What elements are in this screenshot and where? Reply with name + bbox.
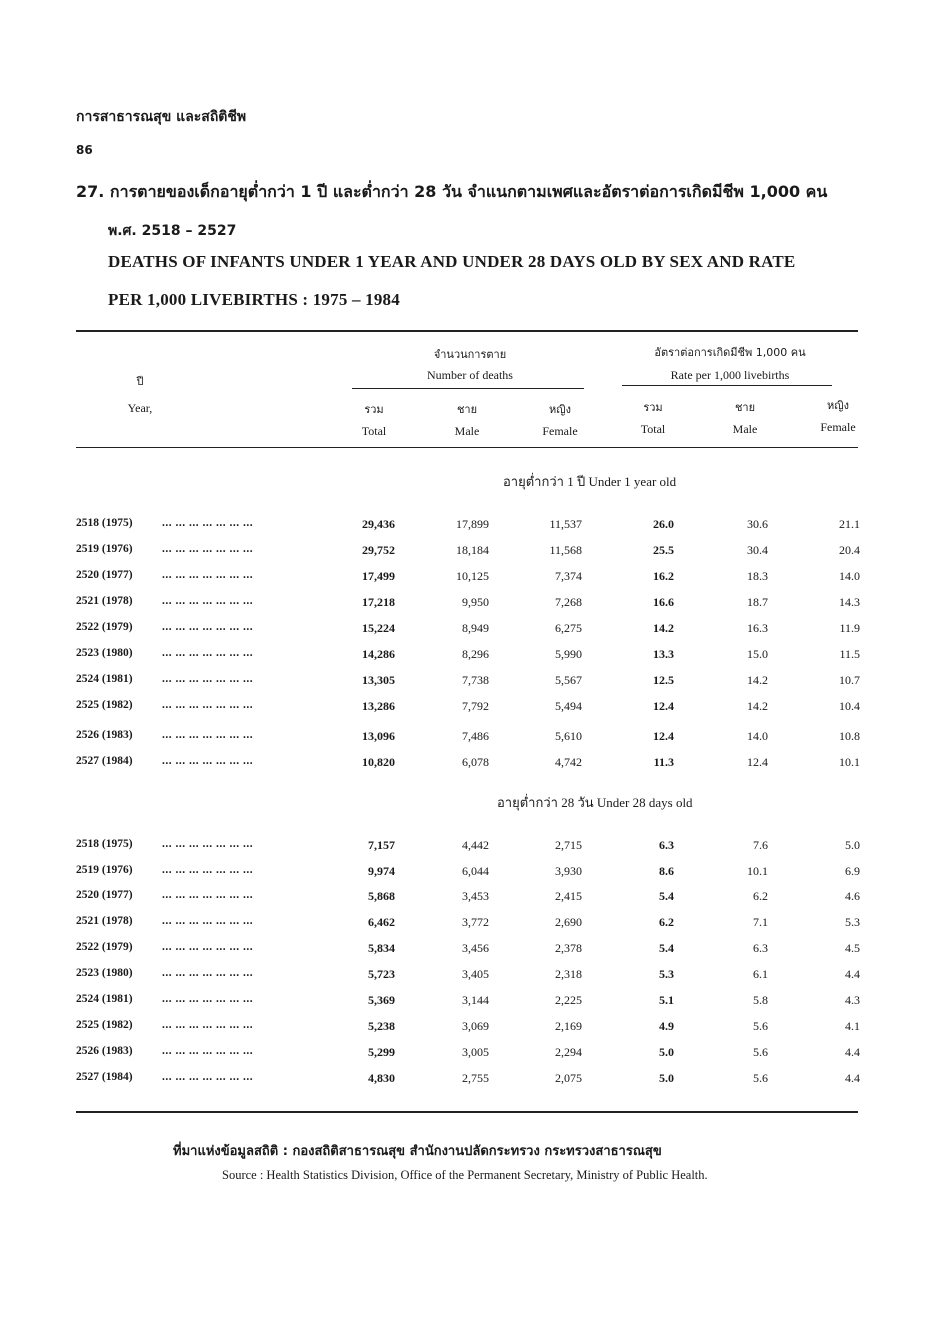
leader-dots: ... ... ... ... ... ... ... — [162, 1045, 254, 1057]
cell-d-total: 5,238 — [368, 1019, 395, 1033]
leader-dots: ... ... ... ... ... ... ... — [162, 729, 254, 741]
cell-r-total: 5.4 — [659, 889, 674, 903]
cell-r-total: 16.6 — [653, 595, 674, 609]
cell-r-male: 7.6 — [753, 838, 768, 852]
cell-d-female: 2,378 — [555, 941, 582, 955]
cell-d-female: 7,268 — [555, 595, 582, 609]
table-row — [0, 941, 941, 963]
table-row — [0, 621, 941, 643]
row-year: 2526 (1983) — [76, 1045, 133, 1057]
cell-d-female: 5,494 — [555, 699, 582, 713]
cell-d-female: 2,225 — [555, 993, 582, 1007]
row-year: 2526 (1983) — [76, 729, 133, 741]
row-year: 2520 (1977) — [76, 569, 133, 581]
cell-r-male: 16.3 — [747, 621, 768, 635]
row-year: 2520 (1977) — [76, 889, 133, 901]
cell-d-female: 2,318 — [555, 967, 582, 981]
row-year: 2524 (1981) — [76, 673, 133, 685]
table-row — [0, 889, 941, 911]
cell-r-male: 15.0 — [747, 647, 768, 661]
cell-r-total: 5.4 — [659, 941, 674, 955]
leader-dots: ... ... ... ... ... ... ... — [162, 569, 254, 581]
cell-r-male: 6.1 — [753, 967, 768, 981]
cell-r-male: 30.4 — [747, 543, 768, 557]
row-year: 2527 (1984) — [76, 755, 133, 767]
table-row — [0, 967, 941, 989]
year-header-en: Year, — [127, 401, 153, 415]
leader-dots: ... ... ... ... ... ... ... — [162, 1019, 254, 1031]
leader-dots: ... ... ... ... ... ... ... — [162, 699, 254, 711]
cell-d-total: 9,974 — [368, 864, 395, 878]
cell-r-female: 14.3 — [839, 595, 860, 609]
cell-r-female: 21.1 — [839, 517, 860, 531]
row-year: 2518 (1975) — [76, 838, 133, 850]
cell-r-total: 26.0 — [653, 517, 674, 531]
cell-d-female: 4,742 — [555, 755, 582, 769]
leader-dots: ... ... ... ... ... ... ... — [162, 967, 254, 979]
table-title-english-2: PER 1,000 LIVEBIRTHS : 1975 – 1984 — [108, 290, 400, 309]
table-row — [0, 993, 941, 1015]
rate-header-en: Rate per 1,000 livebirths — [670, 368, 790, 382]
cell-r-total: 16.2 — [653, 569, 674, 583]
cell-d-female: 6,275 — [555, 621, 582, 635]
cell-r-female: 4.5 — [845, 941, 860, 955]
cell-d-male: 3,069 — [462, 1019, 489, 1033]
cell-d-total: 5,834 — [368, 941, 395, 955]
cell-d-male: 6,078 — [462, 755, 489, 769]
leader-dots: ... ... ... ... ... ... ... — [162, 915, 254, 927]
cell-r-female: 5.0 — [845, 838, 860, 852]
leader-dots: ... ... ... ... ... ... ... — [162, 517, 254, 529]
row-year: 2522 (1979) — [76, 621, 133, 633]
leader-dots: ... ... ... ... ... ... ... — [162, 941, 254, 953]
col-female-en: Female — [542, 424, 578, 438]
cell-d-total: 17,218 — [362, 595, 395, 609]
row-year: 2521 (1978) — [76, 915, 133, 927]
row-year: 2525 (1982) — [76, 1019, 133, 1031]
cell-r-female: 4.1 — [845, 1019, 860, 1033]
table-row — [0, 864, 941, 886]
leader-dots: ... ... ... ... ... ... ... — [162, 647, 254, 659]
col-female-th: หญิง — [549, 403, 571, 416]
cell-d-total: 13,096 — [362, 729, 395, 743]
table-row — [0, 647, 941, 669]
cell-r-male: 14.2 — [747, 673, 768, 687]
table-row — [0, 699, 941, 721]
cell-d-male: 7,738 — [462, 673, 489, 687]
table-row — [0, 838, 941, 860]
cell-d-male: 9,950 — [462, 595, 489, 609]
cell-r-female: 4.4 — [845, 1071, 860, 1085]
running-header: การสาธารณสุข และสถิติชีพ — [76, 109, 247, 125]
cell-r-female: 10.1 — [839, 755, 860, 769]
rate-header-th: อัตราต่อการเกิดมีชีพ 1,000 คน — [654, 346, 806, 359]
row-year: 2523 (1980) — [76, 647, 133, 659]
col-rate-total-th: รวม — [643, 401, 663, 414]
row-year: 2527 (1984) — [76, 1071, 133, 1083]
cell-r-male: 18.7 — [747, 595, 768, 609]
cell-d-female: 5,610 — [555, 729, 582, 743]
cell-d-male: 3,005 — [462, 1045, 489, 1059]
cell-r-total: 5.3 — [659, 967, 674, 981]
cell-d-total: 5,723 — [368, 967, 395, 981]
cell-d-total: 17,499 — [362, 569, 395, 583]
cell-d-female: 3,930 — [555, 864, 582, 878]
cell-d-total: 7,157 — [368, 838, 395, 852]
row-year: 2518 (1975) — [76, 517, 133, 529]
cell-r-female: 4.4 — [845, 967, 860, 981]
cell-d-female: 2,075 — [555, 1071, 582, 1085]
cell-r-total: 4.9 — [659, 1019, 674, 1033]
cell-r-female: 5.3 — [845, 915, 860, 929]
col-rate-female-en: Female — [820, 420, 856, 434]
row-year: 2524 (1981) — [76, 993, 133, 1005]
cell-r-total: 25.5 — [653, 543, 674, 557]
cell-r-male: 7.1 — [753, 915, 768, 929]
cell-r-female: 4.3 — [845, 993, 860, 1007]
deaths-span-rule — [352, 388, 584, 389]
col-rate-total-en: Total — [640, 422, 666, 436]
cell-r-male: 10.1 — [747, 864, 768, 878]
cell-r-female: 10.4 — [839, 699, 860, 713]
cell-r-male: 5.6 — [753, 1071, 768, 1085]
cell-r-female: 20.4 — [839, 543, 860, 557]
cell-r-total: 6.3 — [659, 838, 674, 852]
table-row — [0, 729, 941, 751]
cell-r-female: 4.4 — [845, 1045, 860, 1059]
table-row — [0, 1071, 941, 1093]
table-row — [0, 543, 941, 565]
cell-d-total: 6,462 — [368, 915, 395, 929]
cell-d-total: 5,299 — [368, 1045, 395, 1059]
leader-dots: ... ... ... ... ... ... ... — [162, 755, 254, 767]
table-row — [0, 517, 941, 539]
source-thai: ที่มาแห่งข้อมูลสถิติ : กองสถิติสาธารณสุข สำนักงานปลัดกระทรวง กระทรวงสาธารณสุข — [173, 1144, 662, 1159]
cell-d-female: 5,990 — [555, 647, 582, 661]
row-year: 2525 (1982) — [76, 699, 133, 711]
row-year: 2521 (1978) — [76, 595, 133, 607]
cell-d-male: 3,405 — [462, 967, 489, 981]
cell-r-total: 12.5 — [653, 673, 674, 687]
cell-d-female: 7,374 — [555, 569, 582, 583]
cell-d-female: 5,567 — [555, 673, 582, 687]
cell-d-male: 3,453 — [462, 889, 489, 903]
cell-r-female: 10.8 — [839, 729, 860, 743]
header-bottom-rule — [76, 447, 858, 448]
cell-d-total: 10,820 — [362, 755, 395, 769]
cell-d-male: 8,296 — [462, 647, 489, 661]
cell-r-total: 11.3 — [653, 755, 674, 769]
cell-d-female: 11,568 — [549, 543, 582, 557]
leader-dots: ... ... ... ... ... ... ... — [162, 621, 254, 633]
table-title-thai: 27. การตายของเด็กอายุต่ำกว่า 1 ปี และต่ำกว่า 28 วัน จำแนกตามเพศและอัตราต่อการเกิดมีชีพ 1,000 คน — [76, 182, 828, 201]
deaths-header-en: Number of deaths — [427, 368, 513, 382]
cell-d-total: 5,369 — [368, 993, 395, 1007]
cell-r-total: 13.3 — [653, 647, 674, 661]
section-label-under-1-year: อายุต่ำกว่า 1 ปี Under 1 year old — [503, 474, 677, 489]
col-male-en: Male — [454, 424, 480, 438]
cell-d-total: 4,830 — [368, 1071, 395, 1085]
leader-dots: ... ... ... ... ... ... ... — [162, 889, 254, 901]
row-year: 2522 (1979) — [76, 941, 133, 953]
table-row — [0, 755, 941, 777]
leader-dots: ... ... ... ... ... ... ... — [162, 864, 254, 876]
cell-d-male: 6,044 — [462, 864, 489, 878]
cell-d-male: 17,899 — [456, 517, 489, 531]
year-header-th: ปี — [136, 375, 144, 388]
table-row — [0, 673, 941, 695]
row-year: 2523 (1980) — [76, 967, 133, 979]
cell-d-female: 2,415 — [555, 889, 582, 903]
bottom-rule — [76, 1111, 858, 1113]
table-title-english: DEATHS OF INFANTS UNDER 1 YEAR AND UNDER 28 DAYS OLD BY SEX AND RATE — [108, 252, 796, 271]
leader-dots: ... ... ... ... ... ... ... — [162, 838, 254, 850]
cell-d-total: 29,436 — [362, 517, 395, 531]
table-row — [0, 915, 941, 937]
cell-r-male: 6.2 — [753, 889, 768, 903]
cell-r-male: 14.0 — [747, 729, 768, 743]
cell-d-female: 2,715 — [555, 838, 582, 852]
cell-d-total: 13,286 — [362, 699, 395, 713]
cell-d-male: 7,486 — [462, 729, 489, 743]
cell-r-total: 5.1 — [659, 993, 674, 1007]
cell-d-male: 8,949 — [462, 621, 489, 635]
cell-d-total: 15,224 — [362, 621, 395, 635]
table-row — [0, 1019, 941, 1041]
cell-d-male: 18,184 — [456, 543, 489, 557]
cell-d-total: 5,868 — [368, 889, 395, 903]
cell-r-total: 12.4 — [653, 729, 674, 743]
col-rate-female-th: หญิง — [827, 399, 849, 412]
col-rate-male-en: Male — [732, 422, 758, 436]
cell-d-male: 2,755 — [462, 1071, 489, 1085]
row-year: 2519 (1976) — [76, 864, 133, 876]
cell-d-female: 2,294 — [555, 1045, 582, 1059]
cell-d-male: 3,456 — [462, 941, 489, 955]
cell-d-male: 4,442 — [462, 838, 489, 852]
cell-r-male: 30.6 — [747, 517, 768, 531]
table-row — [0, 569, 941, 591]
section-label-under-28-days: อายุต่ำกว่า 28 วัน Under 28 days old — [497, 795, 693, 810]
cell-r-total: 14.2 — [653, 621, 674, 635]
cell-r-male: 5.6 — [753, 1045, 768, 1059]
cell-d-female: 2,169 — [555, 1019, 582, 1033]
leader-dots: ... ... ... ... ... ... ... — [162, 595, 254, 607]
cell-r-female: 4.6 — [845, 889, 860, 903]
cell-d-female: 2,690 — [555, 915, 582, 929]
cell-r-male: 5.8 — [753, 993, 768, 1007]
page-number: 86 — [76, 143, 93, 157]
leader-dots: ... ... ... ... ... ... ... — [162, 673, 254, 685]
cell-d-male: 3,144 — [462, 993, 489, 1007]
col-total-en: Total — [361, 424, 387, 438]
cell-r-male: 12.4 — [747, 755, 768, 769]
leader-dots: ... ... ... ... ... ... ... — [162, 1071, 254, 1083]
cell-r-total: 12.4 — [653, 699, 674, 713]
source-english: Source : Health Statistics Division, Office of the Permanent Secretary, Ministry of Public Health. — [222, 1168, 708, 1182]
cell-r-male: 18.3 — [747, 569, 768, 583]
cell-d-total: 13,305 — [362, 673, 395, 687]
cell-r-total: 5.0 — [659, 1071, 674, 1085]
col-total-th: รวม — [364, 403, 384, 416]
table-row — [0, 1045, 941, 1067]
cell-r-female: 14.0 — [839, 569, 860, 583]
cell-d-female: 11,537 — [549, 517, 582, 531]
cell-r-female: 6.9 — [845, 864, 860, 878]
cell-r-total: 6.2 — [659, 915, 674, 929]
cell-r-male: 5.6 — [753, 1019, 768, 1033]
rate-span-rule — [622, 385, 832, 386]
row-year: 2519 (1976) — [76, 543, 133, 555]
cell-r-male: 14.2 — [747, 699, 768, 713]
leader-dots: ... ... ... ... ... ... ... — [162, 543, 254, 555]
col-male-th: ชาย — [456, 403, 478, 416]
deaths-header-th: จำนวนการตาย — [433, 348, 507, 361]
cell-d-male: 3,772 — [462, 915, 489, 929]
cell-r-female: 11.9 — [839, 621, 860, 635]
top-rule — [76, 330, 858, 332]
leader-dots: ... ... ... ... ... ... ... — [162, 993, 254, 1005]
cell-r-male: 6.3 — [753, 941, 768, 955]
cell-d-male: 10,125 — [456, 569, 489, 583]
col-rate-male-th: ชาย — [734, 401, 756, 414]
cell-r-female: 11.5 — [839, 647, 860, 661]
cell-d-male: 7,792 — [462, 699, 489, 713]
table-title-thai-years: พ.ศ. 2518 – 2527 — [108, 223, 237, 239]
cell-r-female: 10.7 — [839, 673, 860, 687]
cell-r-total: 8.6 — [659, 864, 674, 878]
cell-r-total: 5.0 — [659, 1045, 674, 1059]
cell-d-total: 14,286 — [362, 647, 395, 661]
cell-d-total: 29,752 — [362, 543, 395, 557]
table-row — [0, 595, 941, 617]
